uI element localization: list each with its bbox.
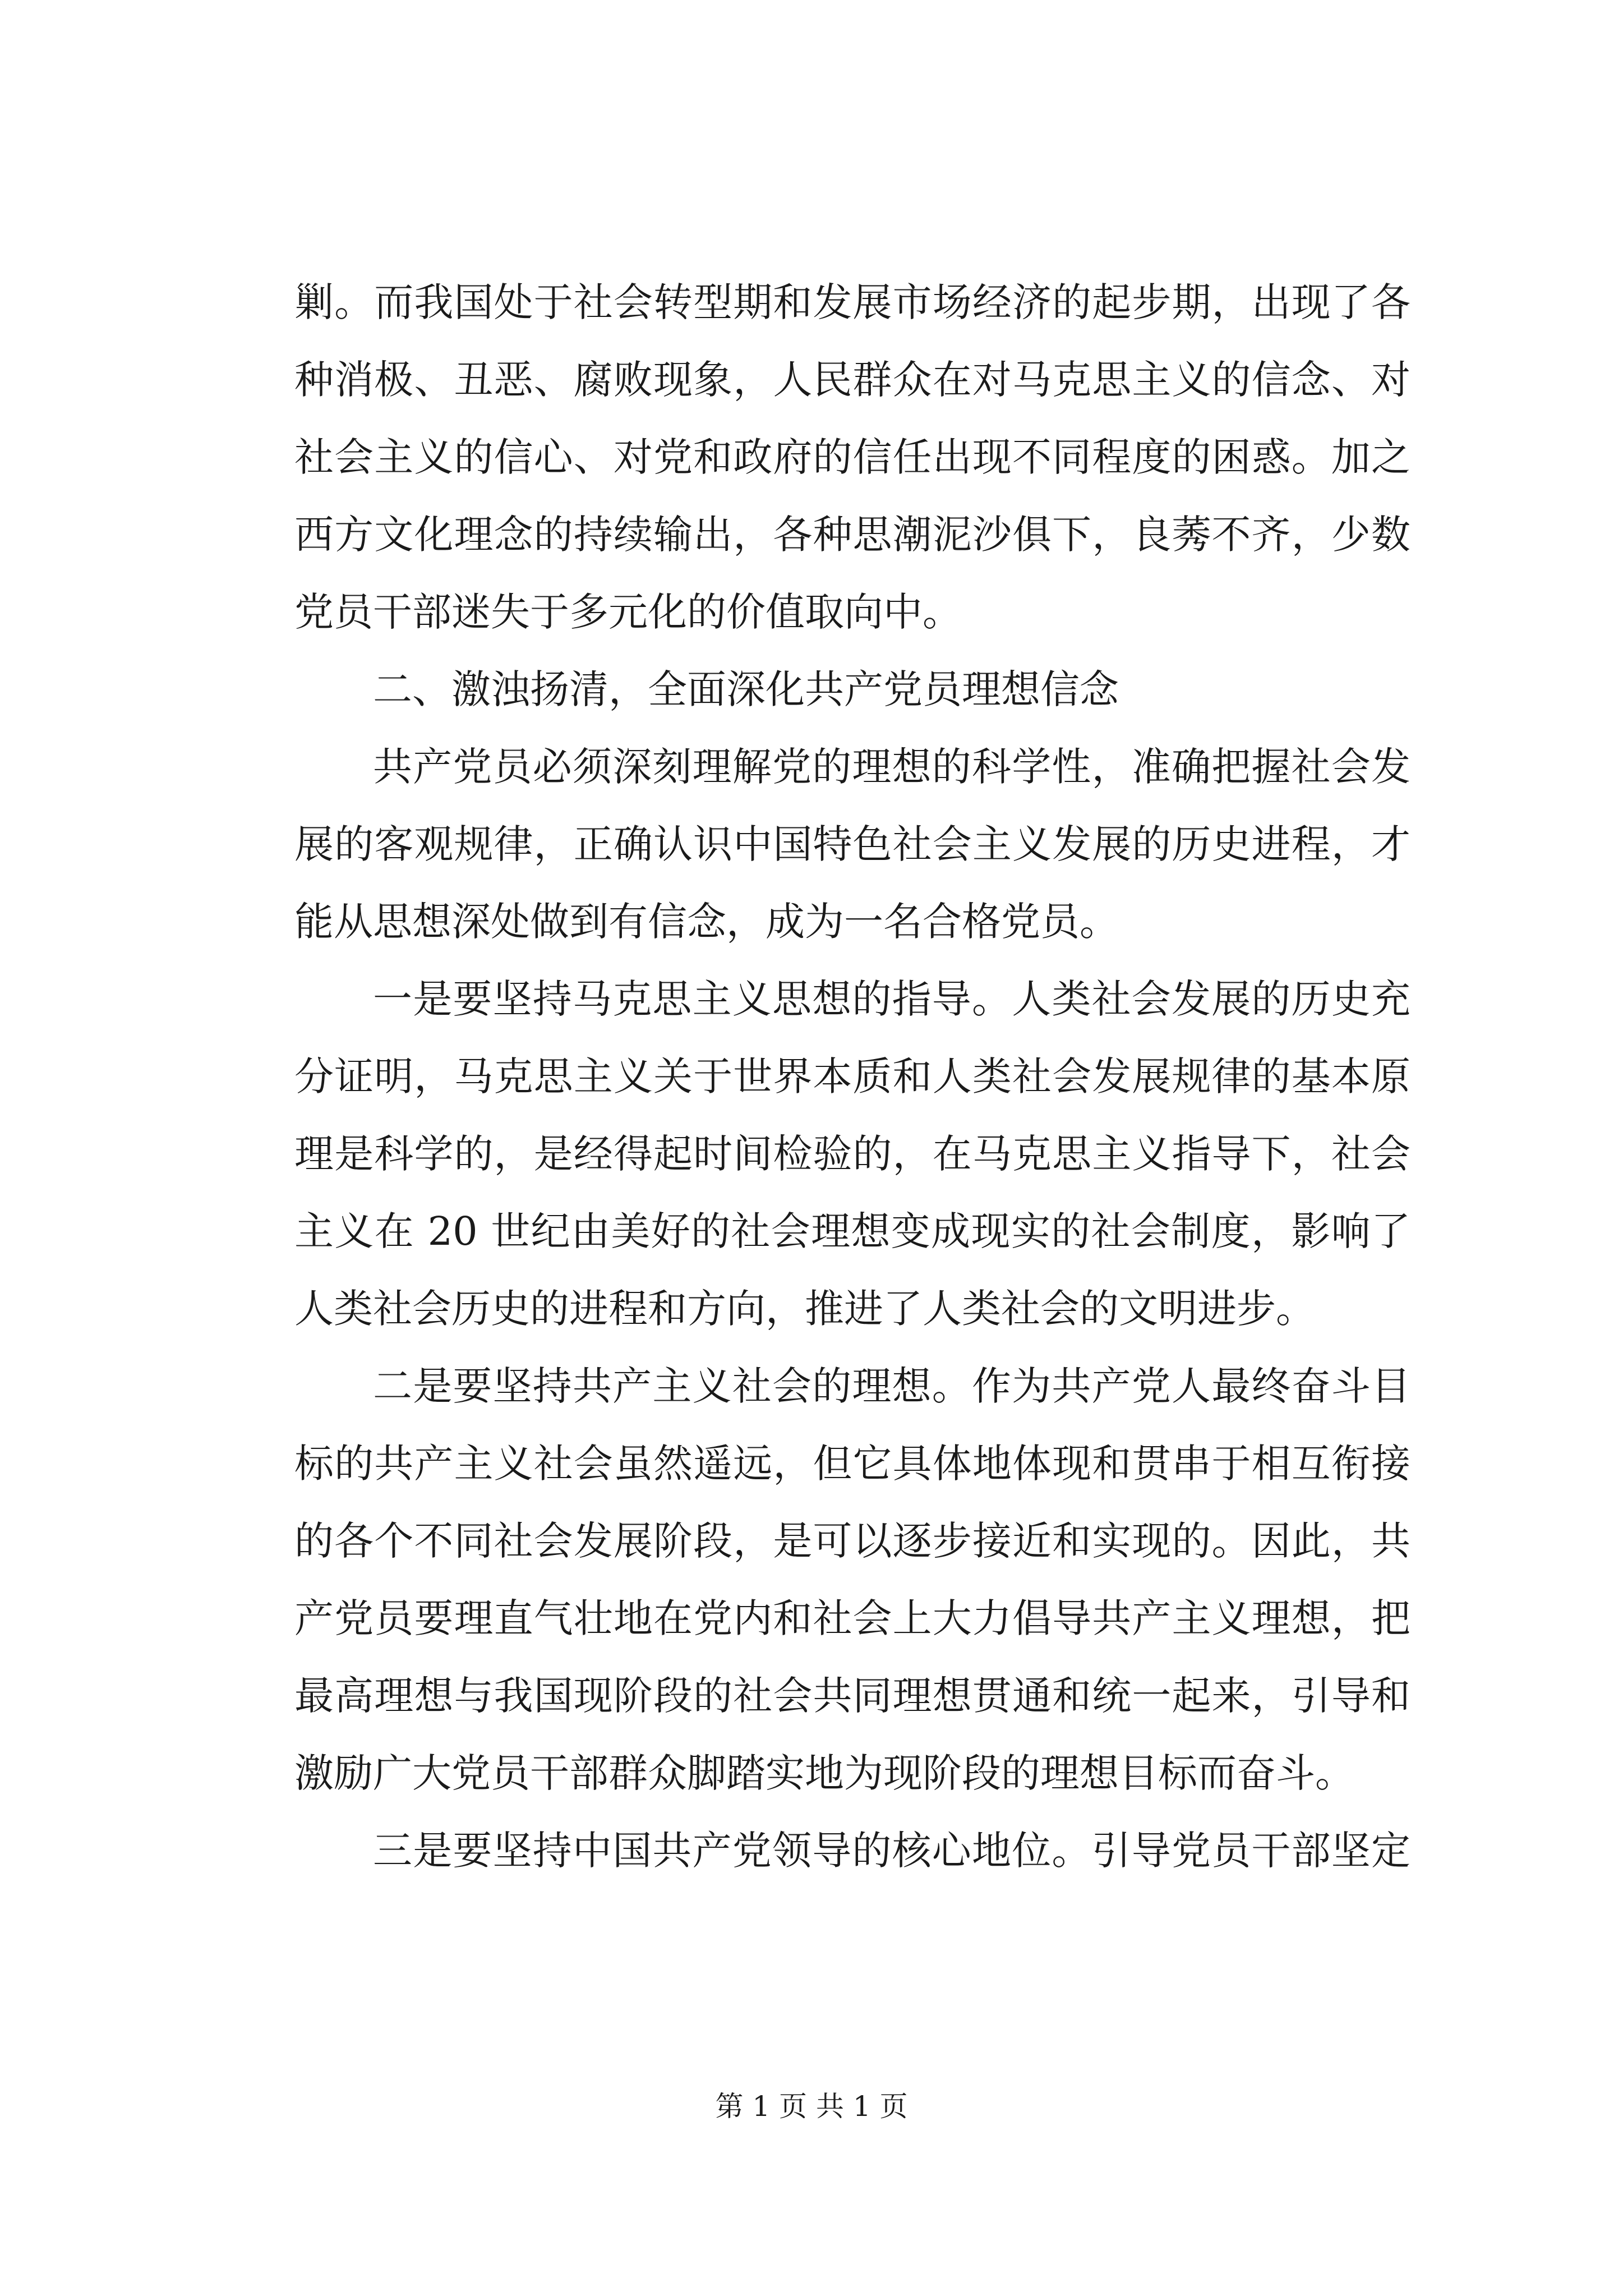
paragraph-line: 最高理想与我国现阶段的社会共同理想贯通和统一起来，引导和 <box>294 1673 1410 1719</box>
paragraph-line: 展的客观规律，正确认识中国特色社会主义发展的历史进程，才 <box>294 821 1410 867</box>
paragraph-line: 种消极、丑恶、腐败现象，人民群众在对马克思主义的信念、对 <box>294 357 1410 403</box>
paragraph-line: 西方文化理念的持续输出，各种思潮泥沙俱下，良莠不齐，少数 <box>294 512 1410 558</box>
section-heading: 二、激浊扬清，全面深化共产党员理想信念 <box>373 666 1119 712</box>
paragraph-line: 分证明，马克思主义关于世界本质和人类社会发展规律的基本原 <box>294 1053 1410 1099</box>
paragraph-line: 产党员要理直气壮地在党内和社会上大力倡导共产主义理想，把 <box>294 1595 1410 1641</box>
paragraph-line: 一是要坚持马克思主义思想的指导。人类社会发展的历史充 <box>373 976 1410 1022</box>
paragraph-line: 共产党员必须深刻理解党的理想的科学性，准确把握社会发 <box>373 744 1410 790</box>
paragraph-line: 三是要坚持中国共产党领导的核心地位。引导党员干部坚定 <box>373 1828 1410 1874</box>
paragraph-line: 党员干部迷失于多元化的价值取向中。 <box>294 589 962 635</box>
paragraph-line: 理是科学的，是经得起时间检验的，在马克思主义指导下，社会 <box>294 1131 1410 1177</box>
page-footer: 第 1 页 共 1 页 <box>715 2090 908 2123</box>
paragraph-line: 二是要坚持共产主义社会的理想。作为共产党人最终奋斗目 <box>373 1363 1410 1409</box>
paragraph-line: 剿。而我国处于社会转型期和发展市场经济的起步期，出现了各 <box>294 279 1410 325</box>
paragraph-line: 主义在 20 世纪由美好的社会理想变成现实的社会制度，影响了 <box>294 1208 1410 1254</box>
paragraph-line: 激励广大党员干部群众脚踏实地为现阶段的理想目标而奋斗。 <box>294 1750 1354 1796</box>
document-body <box>294 264 1410 1889</box>
paragraph-line: 标的共产主义社会虽然遥远，但它具体地体现和贯串于相互衔接 <box>294 1441 1410 1487</box>
paragraph-line: 人类社会历史的进程和方向，推进了人类社会的文明进步。 <box>294 1286 1315 1332</box>
paragraph-line: 的各个不同社会发展阶段，是可以逐步接近和实现的。因此，共 <box>294 1518 1410 1564</box>
paragraph-line: 社会主义的信心、对党和政府的信任出现不同程度的困惑。加之 <box>294 434 1410 480</box>
paragraph-line: 能从思想深处做到有信念，成为一名合格党员。 <box>294 899 1119 945</box>
